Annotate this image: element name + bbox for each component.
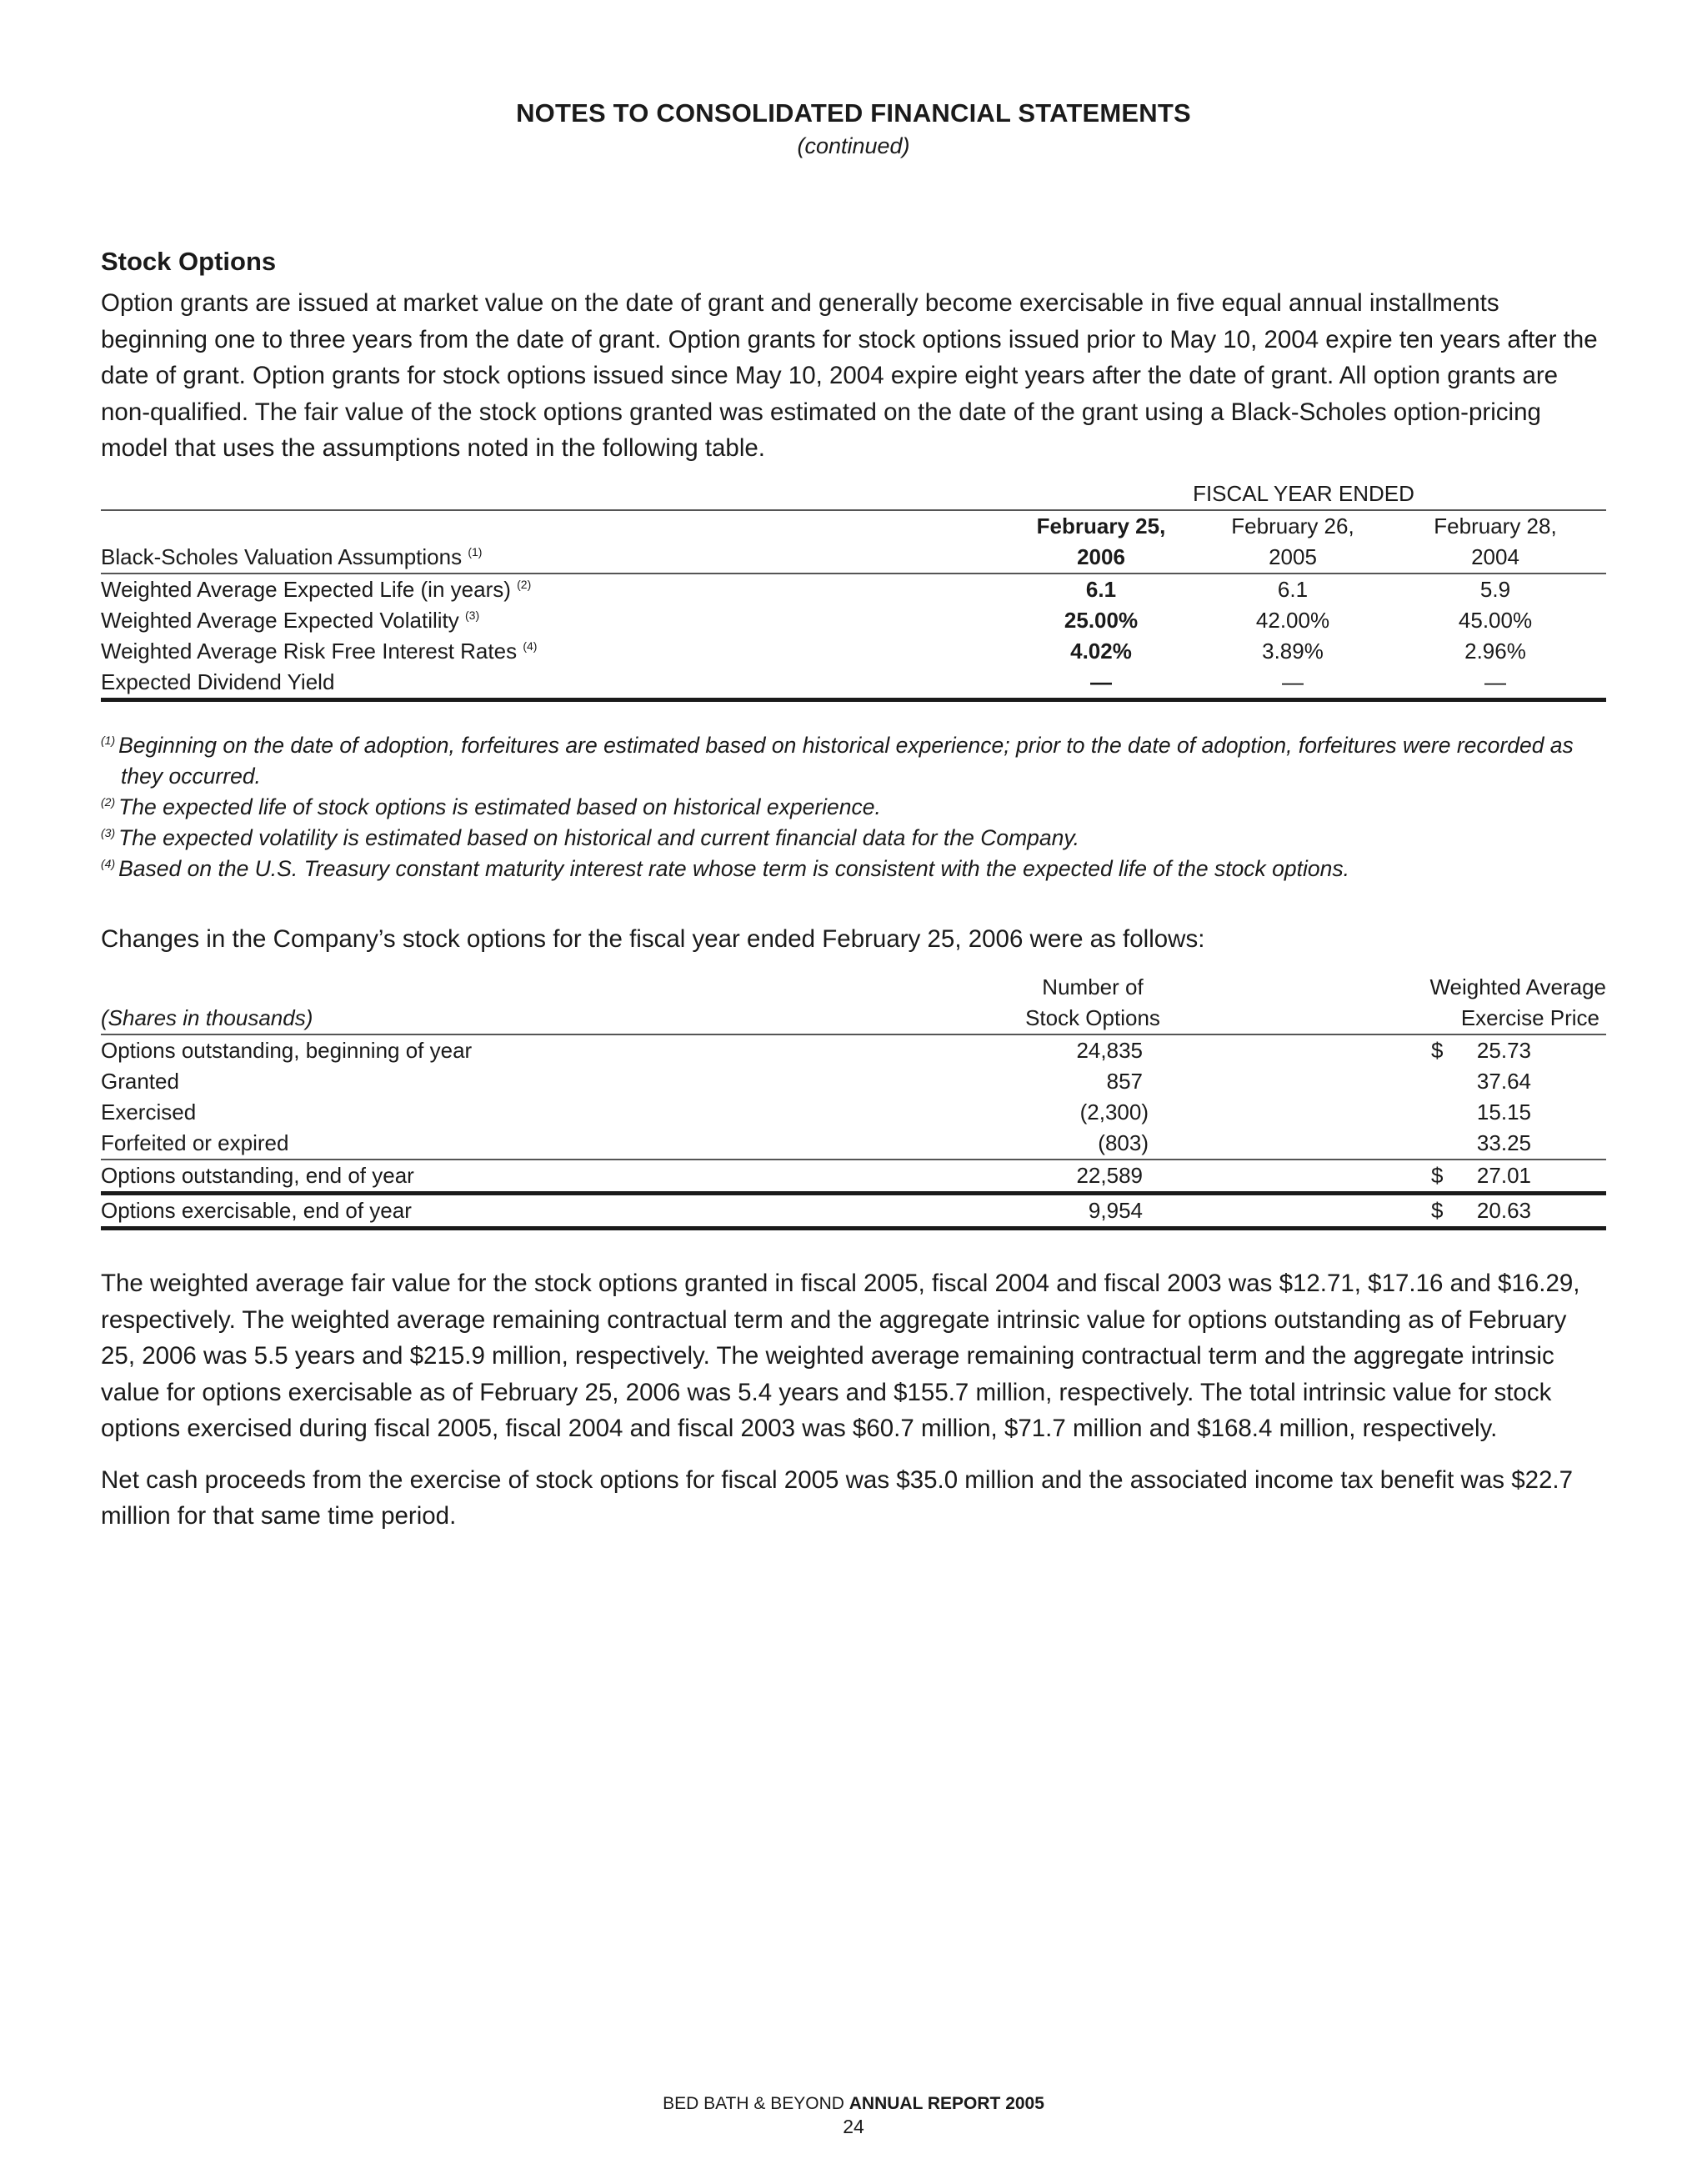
price-cell: $ 27.01 [1218,1160,1606,1194]
number-cell: (803) [1098,1130,1149,1155]
value-2005: 42.00% [1255,607,1330,633]
row-label: Options outstanding, beginning of year [101,1038,473,1063]
value-2006: — [1001,667,1201,700]
number-cell: 857 [1106,1069,1143,1094]
row-label: Options exercisable, end of year [101,1194,968,1229]
value-2006: 6.1 [1085,576,1117,602]
page-header [0,98,1707,159]
col-header-2005-line2: 2005 [1201,542,1384,574]
row-label: Weighted Average Risk Free Interest Rates $^{(4)}$ [101,638,538,664]
value-2005: — [1201,667,1384,700]
row-label: Granted [101,1069,179,1094]
number-cell: 9,954 [968,1194,1218,1229]
price-cell: $ 20.63 [1218,1194,1606,1229]
page-title: NOTES TO CONSOLIDATED FINANCIAL STATEMENTS [516,98,1191,128]
number-cell: 22,589 [968,1160,1218,1194]
options-header-row-2 [101,1003,1606,1034]
column-header-row-1 [101,510,1606,542]
table-row [101,1097,1606,1128]
table-row [101,605,1606,636]
col-header-2004-line2: 2004 [1384,542,1606,574]
footer-company: BED BATH & BEYOND [663,2094,844,2113]
footnote-4: $^{(4)}$ Based on the U.S. Treasury constant maturity interest rate whose term is consistent with the expected life of the stock options. [101,855,1349,881]
row-label: Options outstanding, end of year [101,1160,968,1194]
col-price-header-line2: Exercise Price [1218,1003,1606,1034]
table-row [101,1194,1606,1229]
value-2004: — [1384,667,1606,700]
footnote-3: $^{(3)}$ The expected volatility is estimated based on historical and current financial data for the Company. [101,824,1080,850]
footnotes [101,730,1606,884]
value-2004: 5.9 [1479,576,1511,602]
value-2006: 25.00% [1064,607,1139,633]
table-row [101,1128,1606,1160]
stock-options-paragraph: Option grants are issued at market value on the date of grant and generally become exercisable in five equal annual installments beginning one to three years from the date of grant. Option grants for stock options issued prior to May 10, 2004 expire ten years after the date of grant. Option grants for stock options issued since May 10, 2004 expire eight years after the date of grant. All option grants are non-qualified. The fair value of the stock options granted was estimated on the date of the grant using a Black-Scholes option-pricing model that uses the assumptions noted in the following table. [101,289,1598,462]
value-2004: 45.00% [1458,607,1533,633]
footnote-2: $^{(2)}$ The expected life of stock options is estimated based on historical experience. [101,794,881,819]
table-row [101,1066,1606,1097]
row-label: Forfeited or expired [101,1130,289,1155]
fiscal-year-header-row [101,478,1606,510]
footer-line [0,2094,1707,2114]
row-label: Expected Dividend Yield [101,667,1001,700]
col-price-header-line1: Weighted Average [1429,974,1606,999]
value-2005: 6.1 [1277,576,1309,602]
section-heading-stock-options: Stock Options [101,247,277,276]
black-scholes-table [101,478,1606,702]
options-header-row-1 [101,972,1606,1003]
table-row [101,667,1606,700]
fiscal-year-header: FISCAL YEAR ENDED [1001,478,1606,510]
table-row [101,574,1606,605]
table-row [101,1034,1606,1066]
price-cell: 37.64 [1476,1069,1531,1094]
number-cell: 24,835 [1076,1038,1143,1063]
row-label: Weighted Average Expected Life (in years) $^{(2)}$ [101,576,532,602]
fair-value-paragraph: The weighted average fair value for the stock options granted in fiscal 2005, fiscal 2004 and fiscal 2003 was $12.71, $17.16 and $16.29, respectively. The weighted average remaining contractual term and the aggregate intrinsic value for options outstanding as of February 25, 2006 was 5.5 years and $215.9 million, respectively. The weighted average remaining contractual term and the aggregate intrinsic value for options exercisable as of February 25, 2006 was 5.4 years and $155.7 million, respectively. The total intrinsic value for stock options exercised during fiscal 2005, fiscal 2004 and fiscal 2003 was $60.7 million, $71.7 million and $168.4 million, respectively. [101,1270,1580,1442]
value-2004: 2.96% [1464,638,1526,664]
col-header-2006-line1: February 25, [1036,513,1166,538]
page-footer [0,2094,1707,2138]
net-cash-paragraph: Net cash proceeds from the exercise of stock options for fiscal 2005 was $35.0 million and the associated income tax benefit was $22.7 million for that same time period. [101,1465,1574,1530]
shares-in-thousands-label: (Shares in thousands) [101,1003,968,1034]
stock-options-changes-table [101,972,1606,1230]
row-label: Exercised [101,1100,197,1125]
column-header-row-2 [101,542,1606,574]
footnote-1: $^{(1)}$ Beginning on the date of adoption, forfeitures are estimated based on historical experience; prior to the date of adoption, forfeitures were recorded as they occurred. [101,732,1574,789]
price-cell: $ 25.73 [1431,1038,1531,1063]
table-row [101,636,1606,667]
col-header-2006-line2: 2006 [1001,542,1201,574]
table-row [101,1160,1606,1194]
price-cell: 33.25 [1476,1130,1531,1155]
page-subtitle: (continued) [797,133,910,158]
page-number: 24 [843,2116,864,2137]
bs-label-header: Black-Scholes Valuation Assumptions $^{(1)}$ [101,542,1001,574]
number-cell: (2,300) [1079,1100,1149,1125]
footer-report: ANNUAL REPORT 2005 [848,2094,1044,2113]
col-number-header-line2: Stock Options [968,1003,1218,1034]
value-2006: 4.02% [1070,638,1132,664]
col-header-2004-line1: February 28, [1434,513,1557,538]
value-2005: 3.89% [1262,638,1324,664]
col-number-header-line1: Number of [1042,974,1144,999]
col-header-2005-line1: February 26, [1231,513,1354,538]
main-content [101,247,1606,1535]
row-label: Weighted Average Expected Volatility $^{(3)}$ [101,607,480,633]
price-cell: 15.15 [1476,1100,1531,1125]
changes-intro: Changes in the Company’s stock options for the fiscal year ended February 25, 2006 were as follows: [101,924,1205,953]
